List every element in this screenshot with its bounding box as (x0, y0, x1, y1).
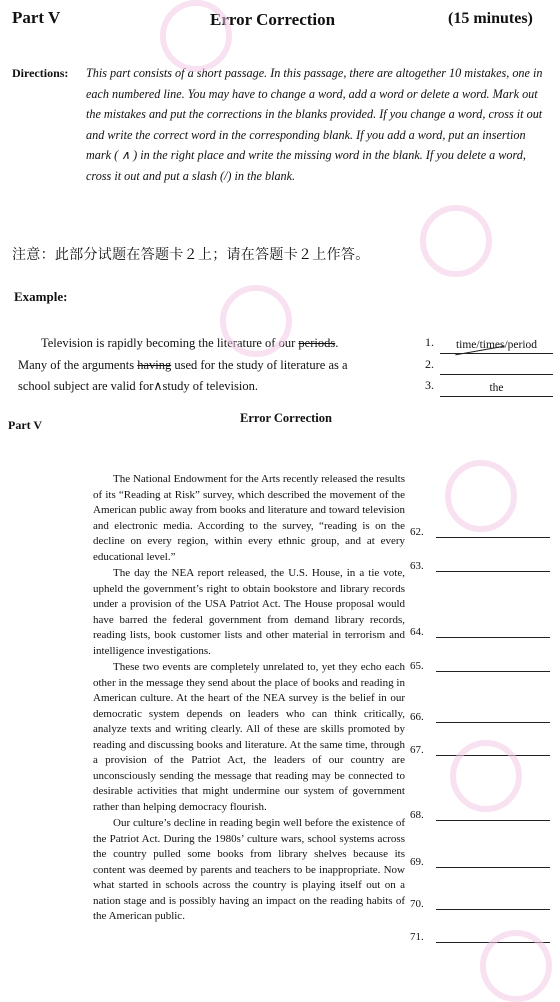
example-answer-row: 1. time/times/period (425, 332, 553, 354)
answer-blank[interactable]: 71. (410, 930, 550, 943)
example-line1: Television is rapidly becoming the literature of our periods. (41, 336, 339, 350)
watermark-circle (420, 205, 492, 277)
struck-word: periods (298, 336, 336, 350)
time-limit: (15 minutes) (448, 10, 533, 27)
watermark-circle (445, 460, 517, 532)
watermark-circle (480, 930, 552, 1002)
answer-blank[interactable]: 66. (410, 710, 550, 723)
example-answer-row: 2. (425, 354, 553, 376)
example-answer-value: time/times/period (440, 338, 553, 354)
watermark-circle (450, 740, 522, 812)
part-label: Part V (12, 8, 61, 27)
answer-sheet-notice: 注意：此部分试题在答题卡２上；请在答题卡２上作答。 (12, 247, 370, 263)
answer-blank[interactable]: 64. (410, 625, 550, 638)
answer-blank[interactable]: 62. (410, 525, 550, 538)
answer-blank[interactable]: 67. (410, 743, 550, 756)
answer-blank[interactable]: 63. (410, 559, 550, 572)
passage-paragraph: The National Endowment for the Arts recently released the results of its “Reading at Risk” survey, which described the movement of the American public away from books and literature and toward television and electronic media. According to the survey, “reading is on the decline on every region, within every ethnic group, and at every educational level.” (93, 473, 405, 563)
example-line2: Many of the arguments having used for the study of literature as a (18, 357, 348, 372)
section-part-label: Part V (8, 418, 43, 432)
answer-blank[interactable]: 68. (410, 808, 550, 821)
answer-blank[interactable]: 70. (410, 897, 550, 910)
watermark-circle (160, 0, 232, 72)
example-label: Example: (14, 289, 68, 304)
struck-word: having (137, 357, 172, 372)
example-text (18, 333, 393, 398)
example-answer-value (440, 359, 553, 375)
section-title: Error Correction (210, 10, 336, 29)
example-answer-row: 3. the (425, 375, 553, 397)
example-answers (425, 332, 553, 397)
passage (93, 472, 405, 926)
passage-paragraph: These two events are completely unrelated to, yet they echo each other in the message they send about the place of books and reading in American culture. At the heart of the NEA survey is the belief in our democratic system depends on leaders who can think critically, analyze texts and writing clearly. All of these are skills promoted by reading and discussing books and literature. At the same time, through a provision of the Patriot Act, the leaders of our country are unconsciously sending the message that reading may be connected to desirable activities that might undermine our system of government rather than helping democracy flourish. (93, 661, 405, 813)
directions-text: This part consists of a short passage. In this passage, there are altogether 10 mistakes, one in each numbered line. You may have to change a word, add a word or delete a word. Mark out the mistakes and put the corrections in the blanks provided. If you change a word, cross it out and write the correct word in the corresponding blank. If you add a word, put an insertion mark ( ∧ ) in the right place and write the missing word in the blank. If you delete a word, cross it out and put a slash (/) in the blank. (86, 66, 543, 183)
answer-blank[interactable]: 65. (410, 659, 550, 672)
section-heading: Error Correction (240, 411, 332, 425)
passage-paragraph: Our culture’s decline in reading begin well before the existence of the Patriot Act. During the 1980s’ culture wars, school systems across the country pulled some books from library shelves because its content was deemed by parents and teachers to be inappropriate. Now what started in schools across the country is playing itself out on a nation stage and is possibly having an impact on the reading habits of the American public. (93, 817, 405, 922)
example-line3: school subject are valid for∧study of television. (18, 379, 258, 393)
example-answer-value: the (440, 381, 553, 397)
answer-blank[interactable]: 69. (410, 855, 550, 868)
watermark-circle (220, 285, 292, 357)
passage-paragraph: The day the NEA report released, the U.S. House, in a tie vote, upheld the government’s right to obtain bookstore and library records under a provision of the USA Patriot Act. The House proposal would have barred the federal government from demand library records, reading lists, book customer lists and other material in terrorism and intelligence investigations. (93, 567, 405, 657)
directions-label: Directions: (12, 66, 69, 80)
